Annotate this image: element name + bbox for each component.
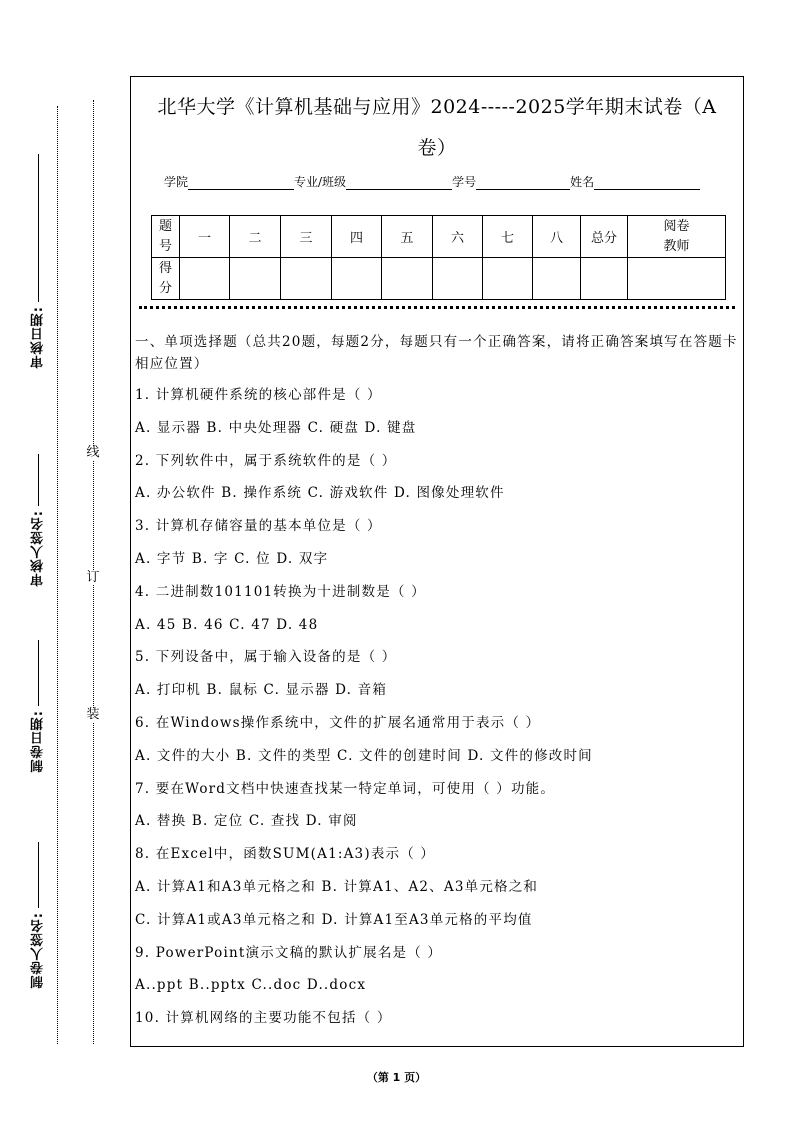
review-date-label: 审核日期: xyxy=(30,306,46,369)
reviewer-header: 阅卷 教师 xyxy=(628,216,726,258)
question-8-options-cd: C. 计算A1或A3单元格之和 D. 计算A1至A3单元格的平均值 xyxy=(135,911,533,928)
reviewer-cell[interactable] xyxy=(628,258,726,300)
section-1-heading: 一、单项选择题（总共20题，每题2分，每题只有一个正确答案，请将正确答案填写在答题卡相应位置） xyxy=(135,334,738,372)
exam-title-line2: 卷） xyxy=(417,137,457,159)
question-1: 1. 计算机硬件系统的核心部件是（ ） xyxy=(135,387,382,403)
question-9-options: A..ppt B..pptx C..doc D..docx xyxy=(135,977,367,994)
col-header-1: 一 xyxy=(180,216,230,258)
question-6: 6. 在Windows操作系统中，文件的扩展名通常用于表示（ ） xyxy=(135,714,541,731)
paper-date-field[interactable] xyxy=(23,640,53,776)
reviewer-signature-underline xyxy=(38,454,39,506)
exam-title-line1: 北华大学《计算机基础与应用》2024-----2025学年期末试卷（A xyxy=(157,96,717,118)
question-4: 4. 二进制数101101转换为十进制数是（ ） xyxy=(135,583,426,600)
question-3: 3. 计算机存储容量的基本单位是（ ） xyxy=(135,518,382,535)
col-header-3: 三 xyxy=(281,216,332,258)
paper-date-label: 制卷日期: xyxy=(30,710,46,773)
question-1-options: A. 显示器 B. 中央处理器 C. 硬盘 D. 键盘 xyxy=(135,419,417,436)
college-label: 学院 xyxy=(164,175,189,189)
col-header-total: 总分 xyxy=(581,216,628,258)
score-cell-total[interactable] xyxy=(581,258,628,300)
binding-char-ding: 订 xyxy=(86,570,100,585)
exam-paper-frame xyxy=(130,76,744,1047)
name-input[interactable] xyxy=(594,177,700,190)
paper-maker-signature-underline xyxy=(38,842,39,908)
col-header-6: 六 xyxy=(433,216,483,258)
question-8: 8. 在Excel中，函数SUM(A1:A3)表示（ ） xyxy=(135,846,436,863)
review-date-underline xyxy=(38,154,39,302)
question-6-options: A. 文件的大小 B. 文件的类型 C. 文件的创建时间 D. 文件的修改时间 xyxy=(135,747,593,764)
score-cell-7[interactable] xyxy=(483,258,533,300)
question-7: 7. 要在Word文档中快速查找某一特定单词，可使用（ ）功能。 xyxy=(135,780,556,797)
score-cell-6[interactable] xyxy=(433,258,483,300)
score-cell-2[interactable] xyxy=(230,258,281,300)
score-table xyxy=(151,215,726,300)
section-1-content xyxy=(135,331,739,1035)
question-7-options: A. 替换 B. 定位 C. 查找 D. 审阅 xyxy=(135,813,358,830)
question-2-options: A. 办公软件 B. 操作系统 C. 游戏软件 D. 图像处理软件 xyxy=(135,485,505,502)
question-4-options: A. 45 B. 46 C. 47 D. 48 xyxy=(135,616,319,633)
review-date-field[interactable] xyxy=(23,154,53,372)
binding-dotted-line-outer xyxy=(57,106,58,1044)
paper-maker-signature-field[interactable] xyxy=(23,842,53,992)
question-9: 9. PowerPoint演示文稿的默认扩展名是（ ） xyxy=(135,944,443,961)
reviewer-signature-label: 审核人签名: xyxy=(30,510,46,587)
student-id-label: 学号 xyxy=(452,175,477,189)
paper-maker-signature-label: 制卷人签名: xyxy=(30,912,46,989)
question-5-options: A. 打印机 B. 鼠标 C. 显示器 D. 音箱 xyxy=(135,682,388,699)
major-class-label: 专业/班级 xyxy=(294,175,347,189)
question-number-header: 题 号 xyxy=(152,216,180,258)
score-cell-8[interactable] xyxy=(533,258,581,300)
question-8-options-ab: A. 计算A1和A3单元格之和 B. 计算A1、A2、A3单元格之和 xyxy=(135,878,539,895)
score-cell-4[interactable] xyxy=(332,258,382,300)
score-row-header: 得 分 xyxy=(152,258,180,300)
score-cell-3[interactable] xyxy=(281,258,332,300)
name-label: 姓名 xyxy=(570,175,595,189)
major-class-input[interactable] xyxy=(346,177,452,190)
col-header-8: 八 xyxy=(533,216,581,258)
col-header-5: 五 xyxy=(382,216,433,258)
college-input[interactable] xyxy=(188,177,294,190)
dotted-separator xyxy=(139,306,735,309)
reviewer-signature-field[interactable] xyxy=(23,454,53,590)
question-2: 2. 下列软件中，属于系统软件的是（ ） xyxy=(135,452,397,469)
binding-char-zhuang: 装 xyxy=(86,707,100,722)
binding-char-xian: 线 xyxy=(86,445,100,460)
question-3-options: A. 字节 B. 字 C. 位 D. 双字 xyxy=(135,550,329,567)
question-5: 5. 下列设备中，属于输入设备的是（ ） xyxy=(135,649,397,666)
col-header-2: 二 xyxy=(230,216,281,258)
student-id-input[interactable] xyxy=(476,177,570,190)
score-cell-5[interactable] xyxy=(382,258,433,300)
col-header-4: 四 xyxy=(332,216,382,258)
page-number: （第 1 页） xyxy=(366,1071,427,1084)
paper-date-underline xyxy=(38,640,39,706)
score-cell-1[interactable] xyxy=(180,258,230,300)
col-header-7: 七 xyxy=(483,216,533,258)
question-10: 10. 计算机网络的主要功能不包括（ ） xyxy=(135,1010,392,1027)
student-info-row xyxy=(164,173,700,190)
